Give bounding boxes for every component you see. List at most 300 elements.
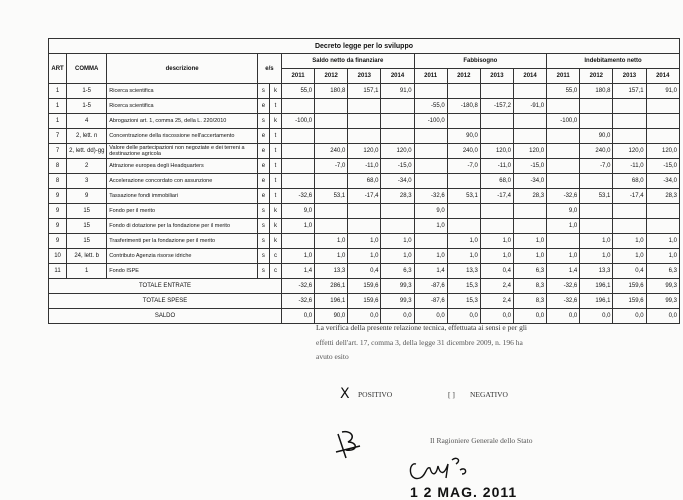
value-cell: -11,0 [348, 159, 381, 174]
value-cell [447, 114, 480, 129]
value-cell [282, 234, 315, 249]
value-cell [447, 84, 480, 99]
total-value-cell: 8,3 [513, 294, 546, 309]
description-cell: Ricerca scientifica [107, 99, 258, 114]
year-header: 2012 [315, 69, 348, 84]
value-cell: 0,4 [348, 264, 381, 279]
total-value-cell: -32,6 [282, 279, 315, 294]
value-cell: 120,0 [513, 144, 546, 159]
value-cell: 55,0 [547, 84, 580, 99]
header-art: ART [49, 54, 67, 84]
value-cell [613, 204, 646, 219]
total-value-cell: -87,6 [414, 294, 447, 309]
comma-cell: 2, lett. dd)-gg [67, 144, 107, 159]
signature [406, 452, 476, 486]
value-cell [547, 99, 580, 114]
year-header: 2014 [646, 69, 679, 84]
value-cell [348, 114, 381, 129]
description-cell: Attrazione europea degli Headquarters [107, 159, 258, 174]
value-cell: -17,4 [348, 189, 381, 204]
value-cell: 91,0 [646, 84, 679, 99]
total-value-cell: 8,3 [513, 279, 546, 294]
value-cell: 28,3 [513, 189, 546, 204]
value-cell [348, 204, 381, 219]
value-cell: 1,0 [613, 249, 646, 264]
total-value-cell: 0,0 [282, 309, 315, 324]
value-cell: 1,0 [348, 234, 381, 249]
value-cell [315, 114, 348, 129]
description-cell: Abrogazioni art. 1, comma 25, della L. 220/2010 [107, 114, 258, 129]
totals-label: SALDO [49, 309, 282, 324]
entry-type-cell: s [257, 234, 269, 249]
art-cell: 9 [49, 234, 67, 249]
value-cell: -100,0 [547, 114, 580, 129]
total-value-cell: -87,6 [414, 279, 447, 294]
total-value-cell: 159,6 [348, 294, 381, 309]
value-cell [580, 174, 613, 189]
value-cell [613, 114, 646, 129]
category-cell: t [269, 129, 281, 144]
value-cell: 9,0 [547, 204, 580, 219]
total-value-cell: 196,1 [315, 294, 348, 309]
comma-cell: 3 [67, 174, 107, 189]
year-header: 2012 [580, 69, 613, 84]
header-saldo-netto: Saldo netto da finanziare [282, 54, 415, 69]
value-cell [381, 129, 414, 144]
value-cell [414, 174, 447, 189]
comma-cell: 15 [67, 234, 107, 249]
value-cell: -7,0 [580, 159, 613, 174]
table-row [49, 249, 680, 264]
value-cell: 9,0 [282, 204, 315, 219]
category-cell: t [269, 159, 281, 174]
total-value-cell: 0,0 [513, 309, 546, 324]
positive-checkbox: X [340, 386, 350, 402]
value-cell [580, 204, 613, 219]
comma-cell: 24, lett. b [67, 249, 107, 264]
value-cell: 1,4 [414, 264, 447, 279]
table-row [49, 264, 680, 279]
table-row [49, 174, 680, 189]
entry-type-cell: s [257, 84, 269, 99]
table-row [49, 159, 680, 174]
value-cell: 28,3 [646, 189, 679, 204]
value-cell [513, 204, 546, 219]
value-cell: -32,6 [282, 189, 315, 204]
value-cell: 120,0 [613, 144, 646, 159]
value-cell: -17,4 [480, 189, 513, 204]
value-cell: 91,0 [381, 84, 414, 99]
value-cell [315, 99, 348, 114]
value-cell [580, 219, 613, 234]
category-cell: t [269, 144, 281, 159]
value-cell: 55,0 [282, 84, 315, 99]
value-cell: 1,0 [315, 249, 348, 264]
value-cell: 120,0 [480, 144, 513, 159]
value-cell: -15,0 [646, 159, 679, 174]
value-cell: 1,0 [646, 249, 679, 264]
value-cell: -15,0 [381, 159, 414, 174]
value-cell: 120,0 [381, 144, 414, 159]
entry-type-cell: e [257, 129, 269, 144]
comma-cell: 9 [67, 189, 107, 204]
value-cell [282, 99, 315, 114]
art-cell: 9 [49, 204, 67, 219]
value-cell [414, 84, 447, 99]
category-cell: k [269, 219, 281, 234]
comma-cell: 2, lett. n [67, 129, 107, 144]
value-cell: 240,0 [580, 144, 613, 159]
value-cell [547, 174, 580, 189]
header-descrizione: descrizione [107, 54, 258, 84]
comma-cell: 15 [67, 204, 107, 219]
total-value-cell: -32,6 [547, 279, 580, 294]
description-cell: Trasferimenti per la fondazione per il merito [107, 234, 258, 249]
value-cell [580, 114, 613, 129]
value-cell [480, 114, 513, 129]
value-cell: -34,0 [513, 174, 546, 189]
value-cell: -17,4 [613, 189, 646, 204]
value-cell: -34,0 [381, 174, 414, 189]
value-cell [513, 114, 546, 129]
category-cell: t [269, 99, 281, 114]
value-cell: 240,0 [447, 144, 480, 159]
value-cell: -32,6 [414, 189, 447, 204]
value-cell [513, 84, 546, 99]
year-header: 2013 [480, 69, 513, 84]
year-header: 2013 [613, 69, 646, 84]
signature-role: Il Ragioniere Generale dello Stato [430, 436, 533, 445]
art-cell: 11 [49, 264, 67, 279]
table-row [49, 144, 680, 159]
total-value-cell: 0,0 [480, 309, 513, 324]
entry-type-cell: s [257, 114, 269, 129]
value-cell [480, 129, 513, 144]
value-cell: -34,0 [646, 174, 679, 189]
art-cell: 8 [49, 159, 67, 174]
total-value-cell: 0,0 [613, 309, 646, 324]
total-value-cell: -32,6 [282, 294, 315, 309]
value-cell [315, 174, 348, 189]
value-cell [414, 234, 447, 249]
art-cell: 9 [49, 219, 67, 234]
entry-type-cell: s [257, 204, 269, 219]
total-value-cell: 0,0 [414, 309, 447, 324]
table-row [49, 219, 680, 234]
description-cell: Accelerazione concordato con assunzione [107, 174, 258, 189]
value-cell [447, 174, 480, 189]
table-row [49, 204, 680, 219]
value-cell: 1,0 [447, 249, 480, 264]
budget-table [48, 38, 680, 324]
art-cell: 7 [49, 144, 67, 159]
header-indebitamento: Indebitamento netto [547, 54, 680, 69]
value-cell: 53,1 [315, 189, 348, 204]
entry-type-cell: e [257, 99, 269, 114]
value-cell: 13,3 [315, 264, 348, 279]
art-cell: 1 [49, 84, 67, 99]
value-cell [348, 129, 381, 144]
art-cell: 9 [49, 189, 67, 204]
value-cell [381, 99, 414, 114]
art-cell: 8 [49, 174, 67, 189]
value-cell: -11,0 [480, 159, 513, 174]
value-cell [513, 219, 546, 234]
value-cell: 90,0 [447, 129, 480, 144]
year-header: 2014 [513, 69, 546, 84]
value-cell: 157,1 [613, 84, 646, 99]
description-cell: Fondo di dotazione per la fondazione per il merito [107, 219, 258, 234]
value-cell: 1,0 [480, 249, 513, 264]
totals-row [49, 309, 680, 324]
total-value-cell: 2,4 [480, 279, 513, 294]
value-cell [480, 84, 513, 99]
value-cell: 157,1 [348, 84, 381, 99]
value-cell: 68,0 [348, 174, 381, 189]
entry-type-cell: e [257, 159, 269, 174]
comma-cell: 2 [67, 159, 107, 174]
total-value-cell: 0,0 [381, 309, 414, 324]
category-cell: k [269, 234, 281, 249]
total-value-cell: 99,3 [381, 279, 414, 294]
value-cell [646, 129, 679, 144]
value-cell [513, 129, 546, 144]
verification-text-1: La verifica della presente relazione tecnica, effettuata ai sensi e per gli [316, 323, 527, 332]
value-cell [282, 174, 315, 189]
negative-checkbox: [ ] [448, 390, 455, 399]
year-header: 2014 [381, 69, 414, 84]
value-cell: 1,0 [447, 234, 480, 249]
description-cell: Contributo Agenzia risorse idriche [107, 249, 258, 264]
total-value-cell: 2,4 [480, 294, 513, 309]
value-cell [282, 144, 315, 159]
value-cell [646, 219, 679, 234]
totals-row [49, 279, 680, 294]
value-cell: 120,0 [348, 144, 381, 159]
category-cell: t [269, 189, 281, 204]
category-cell: k [269, 84, 281, 99]
value-cell: 1,0 [646, 234, 679, 249]
total-value-cell: 159,6 [348, 279, 381, 294]
value-cell: 180,8 [580, 84, 613, 99]
value-cell: -157,2 [480, 99, 513, 114]
total-value-cell: 99,3 [646, 294, 679, 309]
value-cell: 1,0 [580, 234, 613, 249]
value-cell: 1,0 [381, 249, 414, 264]
value-cell: -100,0 [414, 114, 447, 129]
entry-type-cell: s [257, 264, 269, 279]
value-cell [282, 129, 315, 144]
value-cell: 180,8 [315, 84, 348, 99]
total-value-cell: 90,0 [315, 309, 348, 324]
description-cell: Tassazione fondi immobiliari [107, 189, 258, 204]
value-cell [414, 129, 447, 144]
art-cell: 10 [49, 249, 67, 264]
value-cell: 1,0 [315, 234, 348, 249]
value-cell: 1,0 [613, 234, 646, 249]
table-row [49, 189, 680, 204]
total-value-cell: 159,6 [613, 294, 646, 309]
entry-type-cell: e [257, 174, 269, 189]
table-row [49, 234, 680, 249]
verification-text-3: avuto esito [316, 352, 349, 361]
description-cell: Ricerca scientifica [107, 84, 258, 99]
value-cell: 28,3 [381, 189, 414, 204]
entry-type-cell: e [257, 144, 269, 159]
category-cell: c [269, 264, 281, 279]
value-cell: 1,0 [513, 234, 546, 249]
value-cell [348, 219, 381, 234]
category-cell: t [269, 174, 281, 189]
value-cell: -55,0 [414, 99, 447, 114]
value-cell: 1,0 [513, 249, 546, 264]
value-cell: -91,0 [513, 99, 546, 114]
comma-cell: 1-5 [67, 99, 107, 114]
table-title: Decreto legge per lo sviluppo [49, 39, 680, 54]
total-value-cell: 196,1 [580, 294, 613, 309]
category-cell: c [269, 249, 281, 264]
positive-label: POSITIVO [358, 390, 393, 399]
value-cell [547, 234, 580, 249]
value-cell: -7,0 [447, 159, 480, 174]
total-value-cell: 0,0 [348, 309, 381, 324]
description-cell: Fondo ISPE [107, 264, 258, 279]
value-cell: -100,0 [282, 114, 315, 129]
value-cell [547, 129, 580, 144]
category-cell: k [269, 114, 281, 129]
entry-type-cell: s [257, 249, 269, 264]
category-cell: k [269, 204, 281, 219]
value-cell: -32,6 [547, 189, 580, 204]
value-cell [480, 219, 513, 234]
total-value-cell: 0,0 [580, 309, 613, 324]
total-value-cell: 286,1 [315, 279, 348, 294]
negative-label: NEGATIVO [470, 390, 508, 399]
value-cell [613, 129, 646, 144]
value-cell [613, 99, 646, 114]
value-cell: 1,0 [348, 249, 381, 264]
value-cell [447, 219, 480, 234]
total-value-cell: -32,6 [547, 294, 580, 309]
value-cell: 1,0 [414, 249, 447, 264]
value-cell: 1,0 [547, 249, 580, 264]
header-fabbisogno: Fabbisogno [414, 54, 547, 69]
total-value-cell: 99,3 [646, 279, 679, 294]
year-header: 2011 [414, 69, 447, 84]
value-cell [414, 159, 447, 174]
value-cell [315, 204, 348, 219]
value-cell: 68,0 [613, 174, 646, 189]
table-row [49, 84, 680, 99]
entry-type-cell: e [257, 189, 269, 204]
value-cell: 1,4 [547, 264, 580, 279]
value-cell [381, 204, 414, 219]
value-cell: -7,0 [315, 159, 348, 174]
value-cell [381, 219, 414, 234]
total-value-cell: 0,0 [447, 309, 480, 324]
value-cell [580, 99, 613, 114]
value-cell: -11,0 [613, 159, 646, 174]
value-cell: 53,1 [447, 189, 480, 204]
art-cell: 7 [49, 129, 67, 144]
art-cell: 1 [49, 114, 67, 129]
entry-type-cell: s [257, 219, 269, 234]
total-value-cell: 0,0 [547, 309, 580, 324]
comma-cell: 1-5 [67, 84, 107, 99]
value-cell: 0,4 [613, 264, 646, 279]
value-cell: 1,0 [381, 234, 414, 249]
value-cell: 1,0 [580, 249, 613, 264]
value-cell: 240,0 [315, 144, 348, 159]
header-es: e/s [257, 54, 281, 84]
value-cell [447, 204, 480, 219]
value-cell: 68,0 [480, 174, 513, 189]
year-header: 2012 [447, 69, 480, 84]
value-cell: 0,4 [480, 264, 513, 279]
value-cell: 13,3 [447, 264, 480, 279]
value-cell [480, 204, 513, 219]
value-cell: 13,3 [580, 264, 613, 279]
value-cell: 1,0 [282, 219, 315, 234]
total-value-cell: 15,3 [447, 279, 480, 294]
date-stamp: 1 2 MAG. 2011 [410, 484, 518, 500]
value-cell: -15,0 [513, 159, 546, 174]
value-cell: 53,1 [580, 189, 613, 204]
total-value-cell: 159,6 [613, 279, 646, 294]
comma-cell: 4 [67, 114, 107, 129]
year-header: 2013 [348, 69, 381, 84]
value-cell [646, 204, 679, 219]
value-cell [282, 159, 315, 174]
year-header: 2011 [547, 69, 580, 84]
year-header: 2011 [282, 69, 315, 84]
value-cell [381, 114, 414, 129]
total-value-cell: 0,0 [646, 309, 679, 324]
value-cell [547, 159, 580, 174]
description-cell: Valore delle partecipazioni non negoziate e dei terreni a destinazione agricola [107, 144, 258, 159]
value-cell: 1,0 [480, 234, 513, 249]
value-cell [414, 144, 447, 159]
value-cell [646, 99, 679, 114]
value-cell: 9,0 [414, 204, 447, 219]
value-cell: 1,0 [547, 219, 580, 234]
totals-row [49, 294, 680, 309]
value-cell: 6,3 [381, 264, 414, 279]
description-cell: Fondo per il merito [107, 204, 258, 219]
comma-cell: 1 [67, 264, 107, 279]
table-row [49, 114, 680, 129]
total-value-cell: 15,3 [447, 294, 480, 309]
value-cell [348, 99, 381, 114]
value-cell: 1,0 [414, 219, 447, 234]
value-cell [646, 114, 679, 129]
total-value-cell: 99,3 [381, 294, 414, 309]
value-cell [547, 144, 580, 159]
value-cell [315, 129, 348, 144]
header-comma: COMMA [67, 54, 107, 84]
value-cell: 120,0 [646, 144, 679, 159]
value-cell: 90,0 [580, 129, 613, 144]
value-cell: 6,3 [646, 264, 679, 279]
verification-text-2: effetti dell'art. 17, comma 3, della legge 31 dicembre 2009, n. 196 ha [316, 338, 523, 347]
art-cell: 1 [49, 99, 67, 114]
value-cell: -180,8 [447, 99, 480, 114]
value-cell: 1,0 [282, 249, 315, 264]
value-cell [613, 219, 646, 234]
value-cell: 1,4 [282, 264, 315, 279]
table-row [49, 129, 680, 144]
totals-label: TOTALE SPESE [49, 294, 282, 309]
